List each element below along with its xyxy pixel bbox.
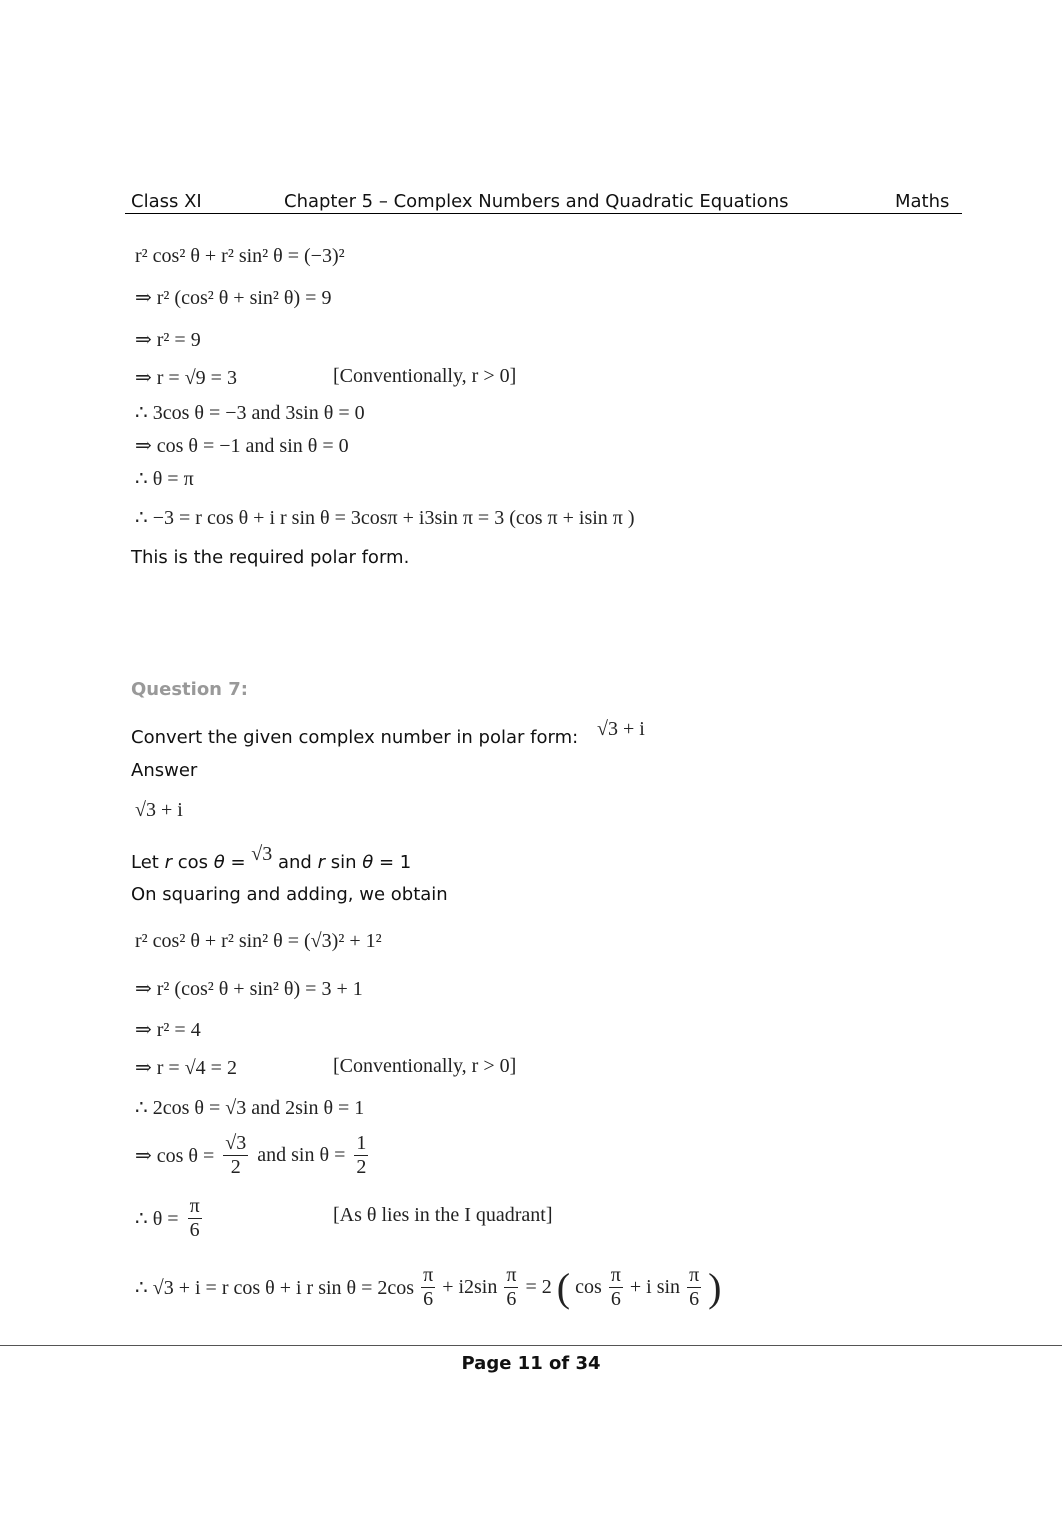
theta-line: ∴ θ = $\frac{\pi}{6}$ <box>135 1195 200 1241</box>
math-line: ⇒ r² (cos² θ + sin² θ) = 3 + 1 <box>135 978 363 1000</box>
question-title: Question 7: <box>131 679 248 700</box>
math-line: ∴ θ = π <box>135 468 194 490</box>
convention-note: [Conventionally, r > 0] <box>333 365 517 387</box>
final-polar-line: ∴ √3 + i = r cos θ + i r sin θ = 2cos $\frac{\pi}{6}$ + i2sin $\frac{\pi}{6}$ = 2 ( cos $\frac{\pi}{6}$ + i sin $\frac{\pi}{6}$ ) <box>135 1264 722 1310</box>
convention-note: [Conventionally, r > 0] <box>333 1055 517 1077</box>
math-line: r² cos² θ + r² sin² θ = (−3)² <box>135 245 345 267</box>
page-number: Page 11 of 34 <box>461 1353 601 1374</box>
footer-rule <box>0 1345 1062 1346</box>
conclusion-text: This is the required polar form. <box>131 547 410 568</box>
math-line: r² cos² θ + r² sin² θ = (√3)² + 1² <box>135 930 382 952</box>
header-rule <box>125 213 962 214</box>
math-line: ∴ −3 = r cos θ + i r sin θ = 3cosπ + i3sin π = 3 (cos π + isin π ) <box>135 507 635 529</box>
answer-number: √3 + i <box>135 799 183 821</box>
math-line: ⇒ r² (cos² θ + sin² θ) = 9 <box>135 287 332 309</box>
header-chapter: Chapter 5 – Complex Numbers and Quadratic Equations <box>284 191 789 212</box>
math-line: ⇒ cos θ = −1 and sin θ = 0 <box>135 435 349 457</box>
math-line: ∴ 3cos θ = −3 and 3sin θ = 0 <box>135 402 365 424</box>
math-line: ⇒ r = √9 = 3 <box>135 367 237 389</box>
math-line: ⇒ r² = 4 <box>135 1019 201 1041</box>
quadrant-note: [As θ lies in the I quadrant] <box>333 1204 553 1226</box>
header-subject: Maths <box>895 191 950 212</box>
let-statement: Let r cos θ = √3 and r sin θ = 1 <box>131 843 412 873</box>
question-number: √3 + i <box>597 718 645 740</box>
math-line: ⇒ r² = 9 <box>135 329 201 351</box>
cos-sin-line: ⇒ cos θ = $\frac{√3}{2}$ and sin θ = $\frac{1}{2}$ <box>135 1132 367 1178</box>
question-prompt: Convert the given complex number in polar form: <box>131 727 579 748</box>
header-class: Class XI <box>131 191 202 212</box>
squaring-text: On squaring and adding, we obtain <box>131 884 448 905</box>
math-line: ∴ 2cos θ = √3 and 2sin θ = 1 <box>135 1097 365 1119</box>
math-line: ⇒ r = √4 = 2 <box>135 1057 237 1079</box>
answer-label: Answer <box>131 760 198 781</box>
